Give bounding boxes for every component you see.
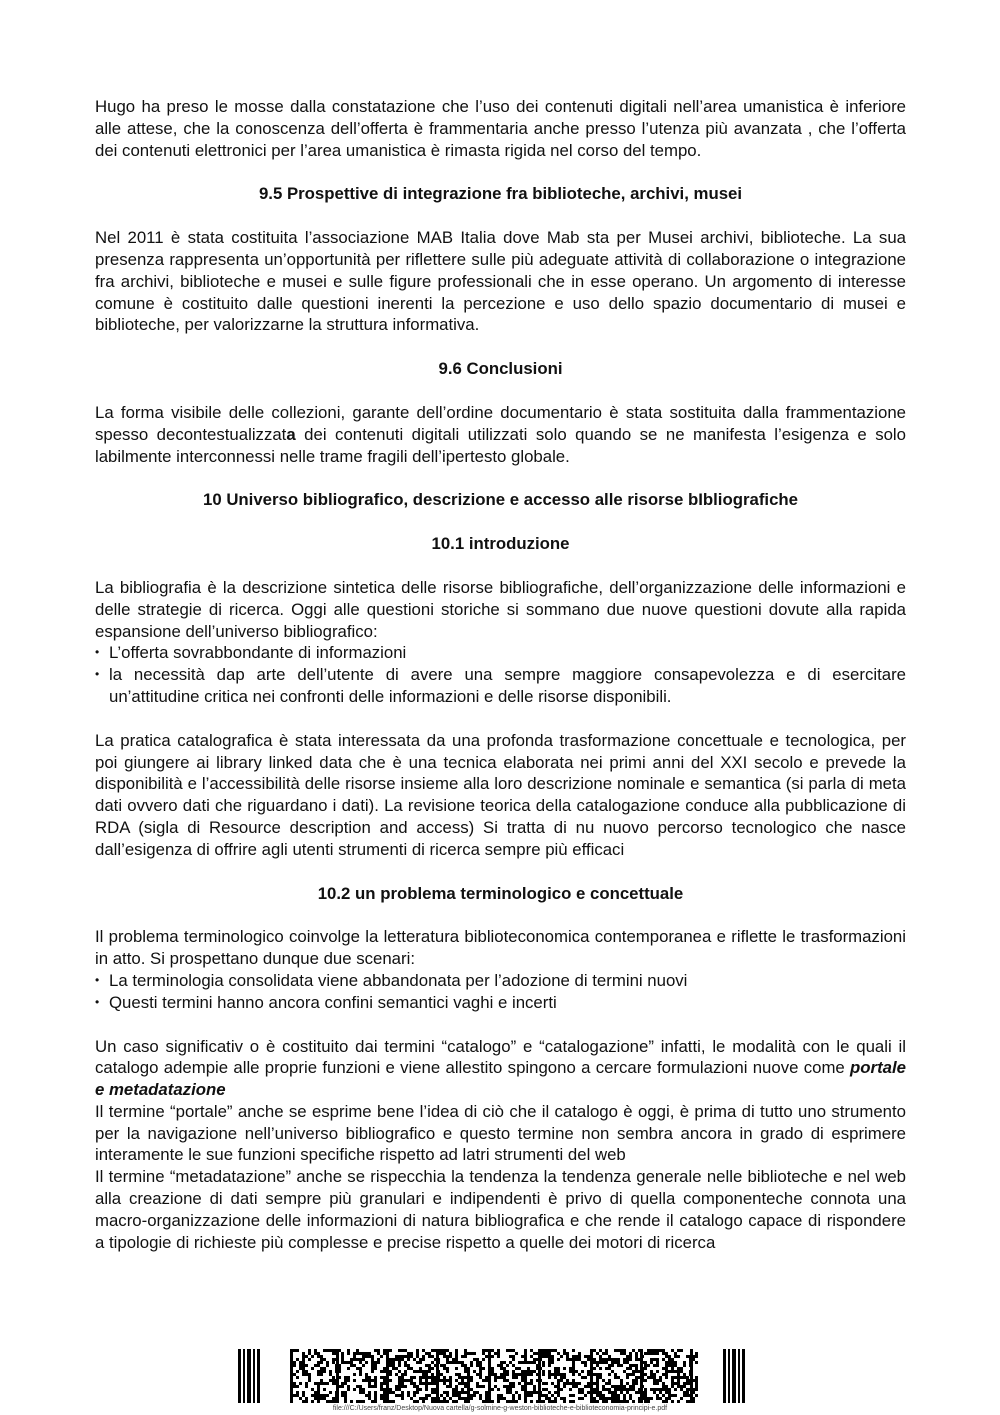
- section-10-2-bullet-list: [95, 970, 906, 1014]
- barcode-icon: [238, 1349, 746, 1403]
- intro-paragraph: Hugo ha preso le mosse dalla constatazione che l’uso dei contenuti digitali nell’area umanistica è inferiore alle attese, che la conoscenza dell’offerta è frammentaria anche presso l’utenza più avanzata , che l’offerta dei contenuti elettronici per l’area umanistica è rimasta rigida nel corso del tempo.: [95, 97, 906, 160]
- section-10-2-paragraph-2: Un caso significativ o è costituito dai termini “catalogo” e “catalogazione” infatti, le modalità con le quali il catalogo adempie alle proprie funzioni e viene allestito spingono a cercare formulazioni nuove come portale e metadatazione: [95, 1036, 906, 1100]
- list-item: • Questi termini hanno ancora confini semantici vaghi e incerti: [95, 992, 557, 1012]
- section-9-6-text-a: La forma visibile delle collezioni, garante dell’ordine documentario è stata sostituita dalla frammentazione spesso decontestualizzat: [95, 402, 906, 444]
- section-heading-10-1: 10.1 introduzione: [431, 534, 570, 554]
- bullet-icon: •: [95, 667, 100, 682]
- section-10-2-paragraph: Il problema terminologico coinvolge la letteratura biblioteconomica contemporanea e riflette le trasformazioni in atto. Si prospettano dunque due scenari:: [95, 927, 906, 969]
- section-9-5-paragraph: Nel 2011 è stata costituita l’associazione MAB Italia dove Mab sta per Musei archivi, biblioteche. La sua presenza rappresenta un’opportunità per riflettere sulle più adeguate attività di collaborazione o integrazione fra archivi, biblioteche e musei e sulle figure professionali che in esse operano. Un argomento di interesse comune è costituito dalle questioni inerenti la percezione e uso dello spazio documentario di musei e biblioteche, per valorizzarne la struttura informativa.: [95, 228, 906, 335]
- portale-metadatazione-emphasis: portale e metadatazione: [95, 1058, 906, 1100]
- file-path-footer: file:///C:/Users/franz/Desktop/Nuova cartella/g-solmine-g-weston-biblioteche-e-biblioteconomia-principi-e.pdf: [332, 1405, 668, 1412]
- list-item: • L’offerta sovrabbondante di informazioni: [95, 643, 407, 663]
- section-9-6-text-b: dei contenuti digitali utilizzati solo quando se ne manifesta l’esigenza e solo labilmente interconnessi nelle trame fragili dell’ipertesto globale.: [95, 424, 906, 466]
- section-9-6-bold-letter: a: [286, 424, 296, 444]
- list-item: • La terminologia consolidata viene abbandonata per l’adozione di termini nuovi: [95, 970, 688, 990]
- bullet-icon: •: [95, 972, 100, 987]
- section-10-1-bullet-list: [95, 642, 906, 707]
- section-heading-10-2: 10.2 un problema terminologico e concettuale: [317, 883, 684, 903]
- section-10-2-paragraph-3: Il termine “portale” anche se esprime bene l’idea di ciò che il catalogo è oggi, è prima di tutto uno strumento per la navigazione nell’universo bibliografico e questo termine non sembra ancora in grado di esprimere interamente le sue funzioni specifiche rispetto ad latri strumenti del web: [95, 1101, 906, 1165]
- bullet-icon: •: [95, 994, 100, 1009]
- section-9-6-paragraph: [95, 402, 906, 467]
- chapter-heading-10: 10 Universo bibliografico, descrizione e accesso alle risorse bIbliografiche: [202, 490, 799, 510]
- section-10-1-paragraph-2: La pratica catalografica è stata interessata da una profonda trasformazione concettuale e tecnologica, per poi giungere ai library linked data che è una tecnica elaborata nei primi anni del XXI secolo e prevede la disponibilità e l’accessibilità delle risorse insieme alla loro descrizione nominale e semantica (si parla di meta dati ovvero dati che riguardano i dati). La revisione teorica della catalogazione conduce alla pubblicazione di RDA (sigla di Resource description and access) Si tratta di nu nuovo percorso tecnologico che nasce dall’esigenza di offrire agli utenti strumenti di ricerca sempre più efficaci: [95, 730, 906, 859]
- section-10-1-paragraph: La bibliografia è la descrizione sintetica delle risorse bibliografiche, dell’organizzazione delle informazioni e delle strategie di ricerca. Oggi alle questioni storiche si sommano due nuove questioni dovute alla rapida espansione dell’universo bibliografico:: [95, 577, 906, 641]
- bullet-icon: •: [95, 645, 100, 660]
- section-10-2-paragraph-4: Il termine “metadatazione” anche se rispecchia la tendenza la tendenza generale nelle biblioteche e nel web alla creazione di dati sempre più granulari e indipendenti è privo di quella componenteche connota una macro-organizzazione delle informazioni di natura bibliografica e che rende il catalogo capace di rispondere a tipologie di richieste più complesse e precise rispetto a quelle dei motori di ricerca: [95, 1167, 906, 1252]
- section-heading-9-6: 9.6 Conclusioni: [438, 359, 563, 379]
- section-heading-9-5: 9.5 Prospettive di integrazione fra biblioteche, archivi, musei: [258, 184, 743, 204]
- list-item: • la necessità dap arte dell’utente di avere una sempre maggiore consapevolezza e di esercitare un’attitudine critica nei confronti delle informazioni e delle risorse disponibili.: [95, 665, 906, 706]
- document-body: [95, 96, 906, 1253]
